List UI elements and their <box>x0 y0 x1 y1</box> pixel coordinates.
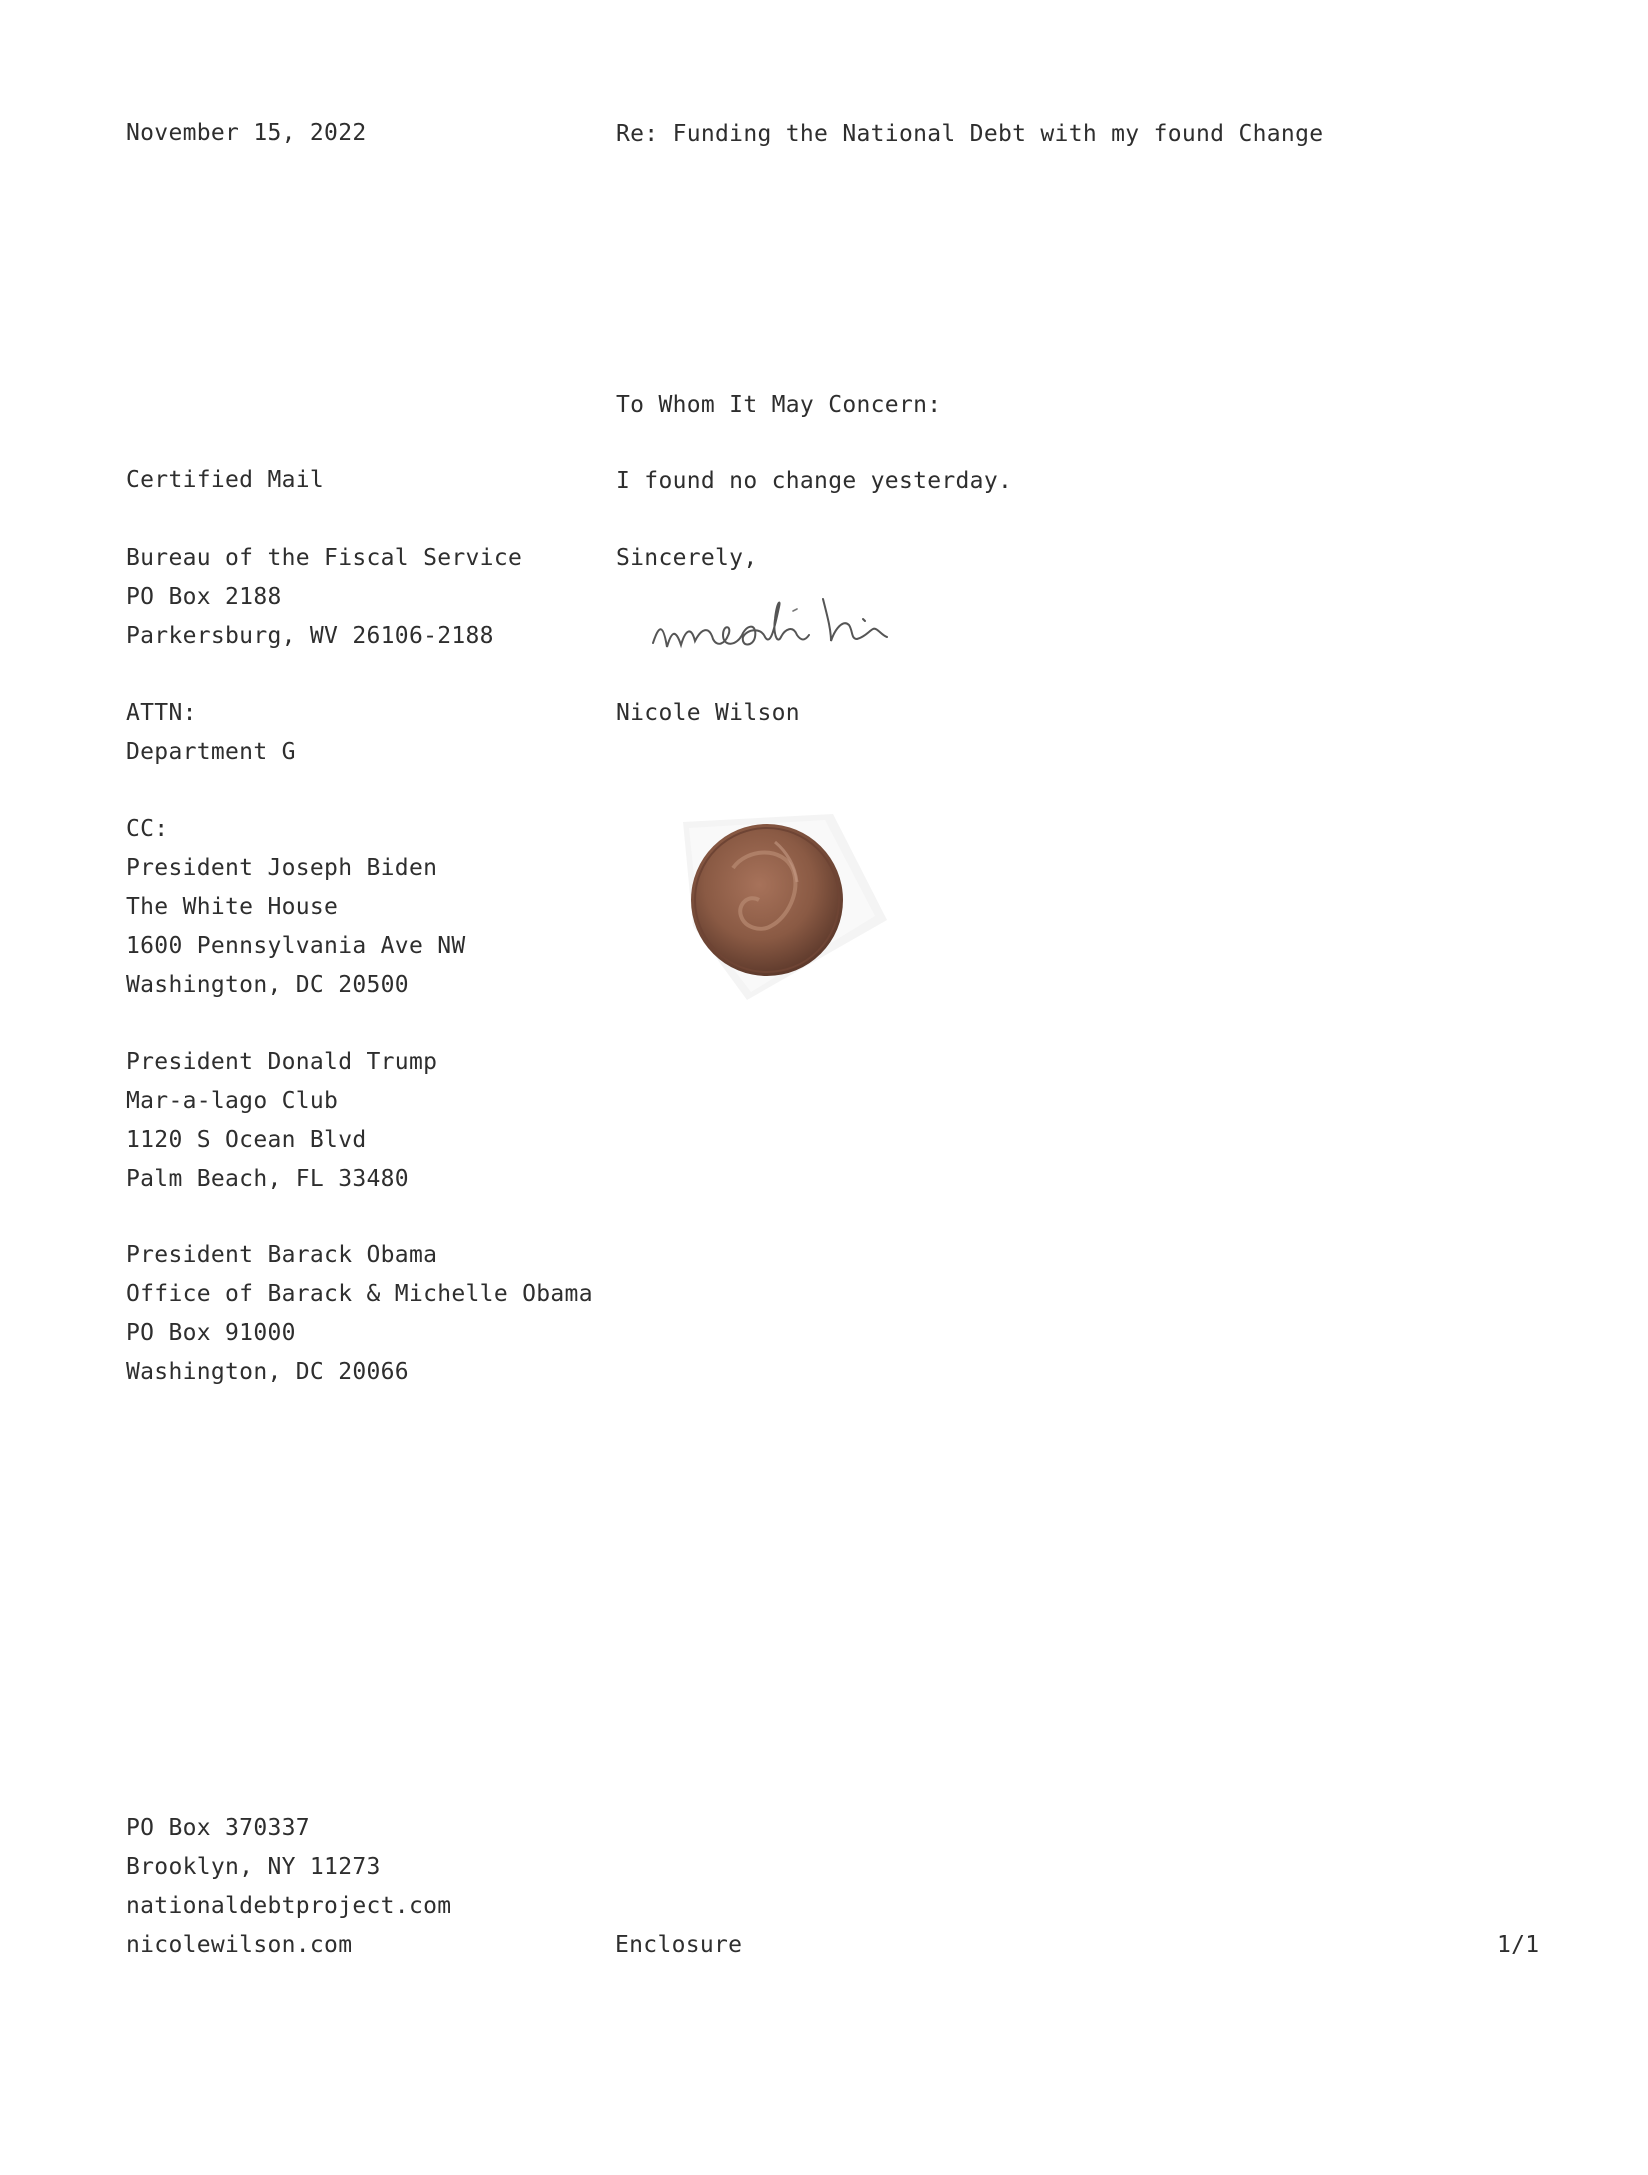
handwritten-signature <box>645 585 965 665</box>
sender-address <box>126 1809 451 1965</box>
cc-line: 1600 Pennsylvania Ave NW <box>126 933 466 959</box>
cc-line: 1120 S Ocean Blvd <box>126 1127 367 1153</box>
attn-block <box>126 694 296 772</box>
sender-website-link: nationaldebtproject.com <box>126 1893 452 1919</box>
letter-subject: Re: Funding the National Debt with my found Change <box>616 121 1324 147</box>
cc-label: CC: <box>126 816 169 842</box>
cc-line: Mar-a-lago Club <box>126 1088 339 1114</box>
cc-line: Palm Beach, FL 33480 <box>126 1166 409 1192</box>
signature-name: Nicole Wilson <box>616 700 800 726</box>
attn-value: Department G <box>126 739 296 765</box>
enclosed-penny-image <box>675 808 900 1008</box>
letter-date: November 15, 2022 <box>126 120 367 146</box>
cc-line: The White House <box>126 894 339 920</box>
mail-type: Certified Mail <box>126 467 325 493</box>
cc-line: Office of Barack & Michelle Obama <box>126 1281 593 1307</box>
enclosure-label: Enclosure <box>615 1932 743 1958</box>
cc-line: PO Box 91000 <box>126 1320 296 1346</box>
recipient-address <box>126 539 522 656</box>
cc-line: Washington, DC 20066 <box>126 1359 409 1385</box>
closing: Sincerely, <box>616 545 758 571</box>
cc-recipient-2 <box>126 1043 437 1199</box>
address-line: Bureau of the Fiscal Service <box>126 545 523 571</box>
sender-website-link: nicolewilson.com <box>126 1932 353 1958</box>
address-line: Parkersburg, WV 26106-2188 <box>126 623 494 649</box>
attn-label: ATTN: <box>126 700 197 726</box>
page-number: 1/1 <box>1497 1932 1540 1958</box>
cc-recipient-3 <box>126 1236 593 1392</box>
cc-line: President Barack Obama <box>126 1242 438 1268</box>
letter-body: I found no change yesterday. <box>616 468 1013 494</box>
cc-line: President Joseph Biden <box>126 855 438 881</box>
cc-line: President Donald Trump <box>126 1049 438 1075</box>
address-line: PO Box 2188 <box>126 584 282 610</box>
salutation: To Whom It May Concern: <box>616 392 942 418</box>
sender-line: PO Box 370337 <box>126 1815 310 1841</box>
cc-block <box>126 810 466 1005</box>
sender-line: Brooklyn, NY 11273 <box>126 1854 381 1880</box>
cc-line: Washington, DC 20500 <box>126 972 409 998</box>
